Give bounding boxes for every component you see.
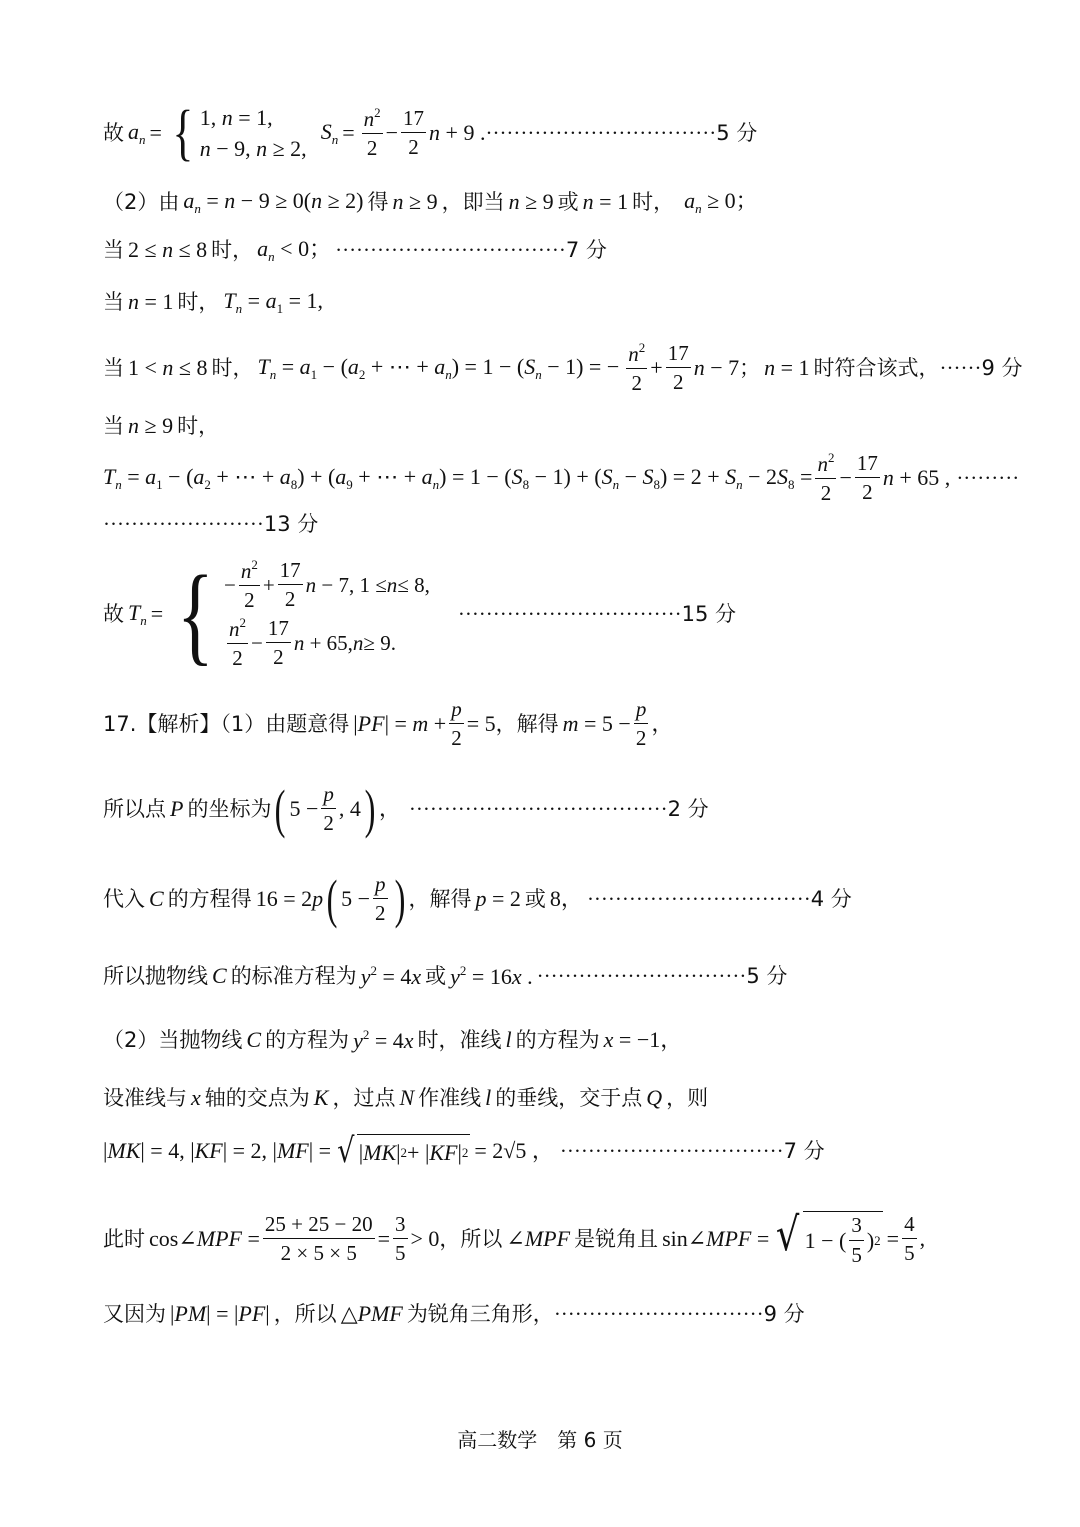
tn-conclusion: 故 $T_n$ = { − $\frac{n^2}{2}$ + $\frac{17}{2}$ n − 7, 1 ≤ n ≤ 8, $\frac{n^2}{2}$ − $\frac{17}{2}$ n + 65, n ≥ 9. ································ 15 分 [103, 553, 737, 675]
brace-icon: { [177, 553, 215, 675]
q17-heading: 17.【解析】（1）由题意得 |PF| = m + $\frac{p}{2}$ = 5 ，解得 m = 5 − $\frac{p}{2}$ ， [103, 696, 674, 750]
score-13-line: ······················· 13 分 [103, 511, 319, 536]
score-label: 4 分 [810, 886, 852, 911]
score-label: 9 分 [981, 355, 1023, 380]
score-label: 5 分 [746, 963, 788, 988]
case-n1-line: 当 n = 1 时， $T_n = a_1 = 1$, [103, 287, 324, 316]
q17-part2-line1: （2）当抛物线 C 的方程为 $y^2 = 4x$ 时，准线 l 的方程为 x = −1， [103, 1027, 683, 1053]
q17-standard-eq: 所以抛物线 C 的标准方程为 $y^2 = 4x$ 或 $y^2 = 16x$ . ······························ 5 分 [103, 963, 788, 989]
q17-coord: 所以点 P 的坐标为 ( 5 − $\frac{p}{2}$ , 4 ) ， ····································· 2 分 [103, 779, 709, 839]
score-label: 2 分 [667, 796, 709, 821]
score-label: 13 分 [263, 511, 319, 536]
q17-part2-triangle: 又因为 |PM| = |PF| ，所以 △PMF 为锐角三角形， ······························ 9 分 [103, 1301, 805, 1326]
an-formula-line: 故 $a_n$ = { 1, n = 1, n − 9, n ≥ 2, $S_n$ = $\frac{n^2}{2}$ − $\frac{17}{2}$ n + 9 . ································· 5 分 [103, 99, 758, 167]
q17-part2-distances: |MK| = 4, |KF| = 2, |MF| = √ | MK | 2 + | KF | 2 = 2√5 ， ································ 7 分 [103, 1131, 825, 1171]
score-label: 5 分 [716, 120, 758, 145]
brace-icon: { [172, 99, 194, 167]
score-label: 9 分 [763, 1301, 805, 1326]
case-1-8-line: 当 1 < n ≤ 8 时， $T_n = a_1 - (a_2$ + ⋯ + $a_n) = 1 - (S_n - 1)$ = − $\frac{n^2}{2}$ + $\frac{17}{2}$ n − 7 ； n = 1 时符合该式， ······ 9 分 [103, 339, 1023, 395]
page-footer: 高二数学 第 6 页 [457, 1428, 623, 1452]
case-n9-formula: $T_n = a_1 - (a_2$ + ⋯ + $a_8) + (a_9$ + ⋯ + $a_n) = 1 - (S_8 - 1) + (S_n - S_8) = 2 + S_n - 2S_8$ = $\frac{n^2}{2}$ − $\frac{17}{2}$ n + 65 , ········· [103, 449, 1020, 505]
part2-intro-line: （2）由 $a_n = n - 9 \ge 0(n \ge 2)$ 得 n ≥ 9 ，即当 n ≥ 9 或 n = 1 时， $a_n \ge 0$； [103, 187, 758, 216]
score-label: 7 分 [565, 237, 607, 262]
score-label: 7 分 [783, 1138, 825, 1163]
case-2-8-line: 当 2 ≤ n ≤ 8 时， $a_n < 0$； ································· 7 分 [103, 235, 607, 264]
q17-substitution: 代入 C 的方程得 16 = 2p ( 5 − $\frac{p}{2}$ ) ，解得 p = 2 或 8， ································ 4 分 [103, 869, 852, 929]
dots-leader: ································· [485, 120, 717, 145]
q17-part2-cos: 此时 cos∠MPF = $\frac{25 + 25 - 20}{2 \times 5 \times 5}$ = $\frac{3}{5}$ > 0 ，所以 ∠MPF 是锐角且 sin∠MPF = √ 1 − ( $\frac{3}{5}$ ) 2 = $\frac{4}{5}$ , [103, 1207, 926, 1267]
q17-part2-line2: 设准线与 x 轴的交点为 K ，过点 N 作准线 l 的垂线，交于点 Q ，则 [103, 1085, 709, 1110]
score-label: 15 分 [681, 601, 737, 626]
text-prefix: 故 [103, 120, 124, 145]
case-n9-label: 当 n ≥ 9 时， [103, 413, 220, 438]
